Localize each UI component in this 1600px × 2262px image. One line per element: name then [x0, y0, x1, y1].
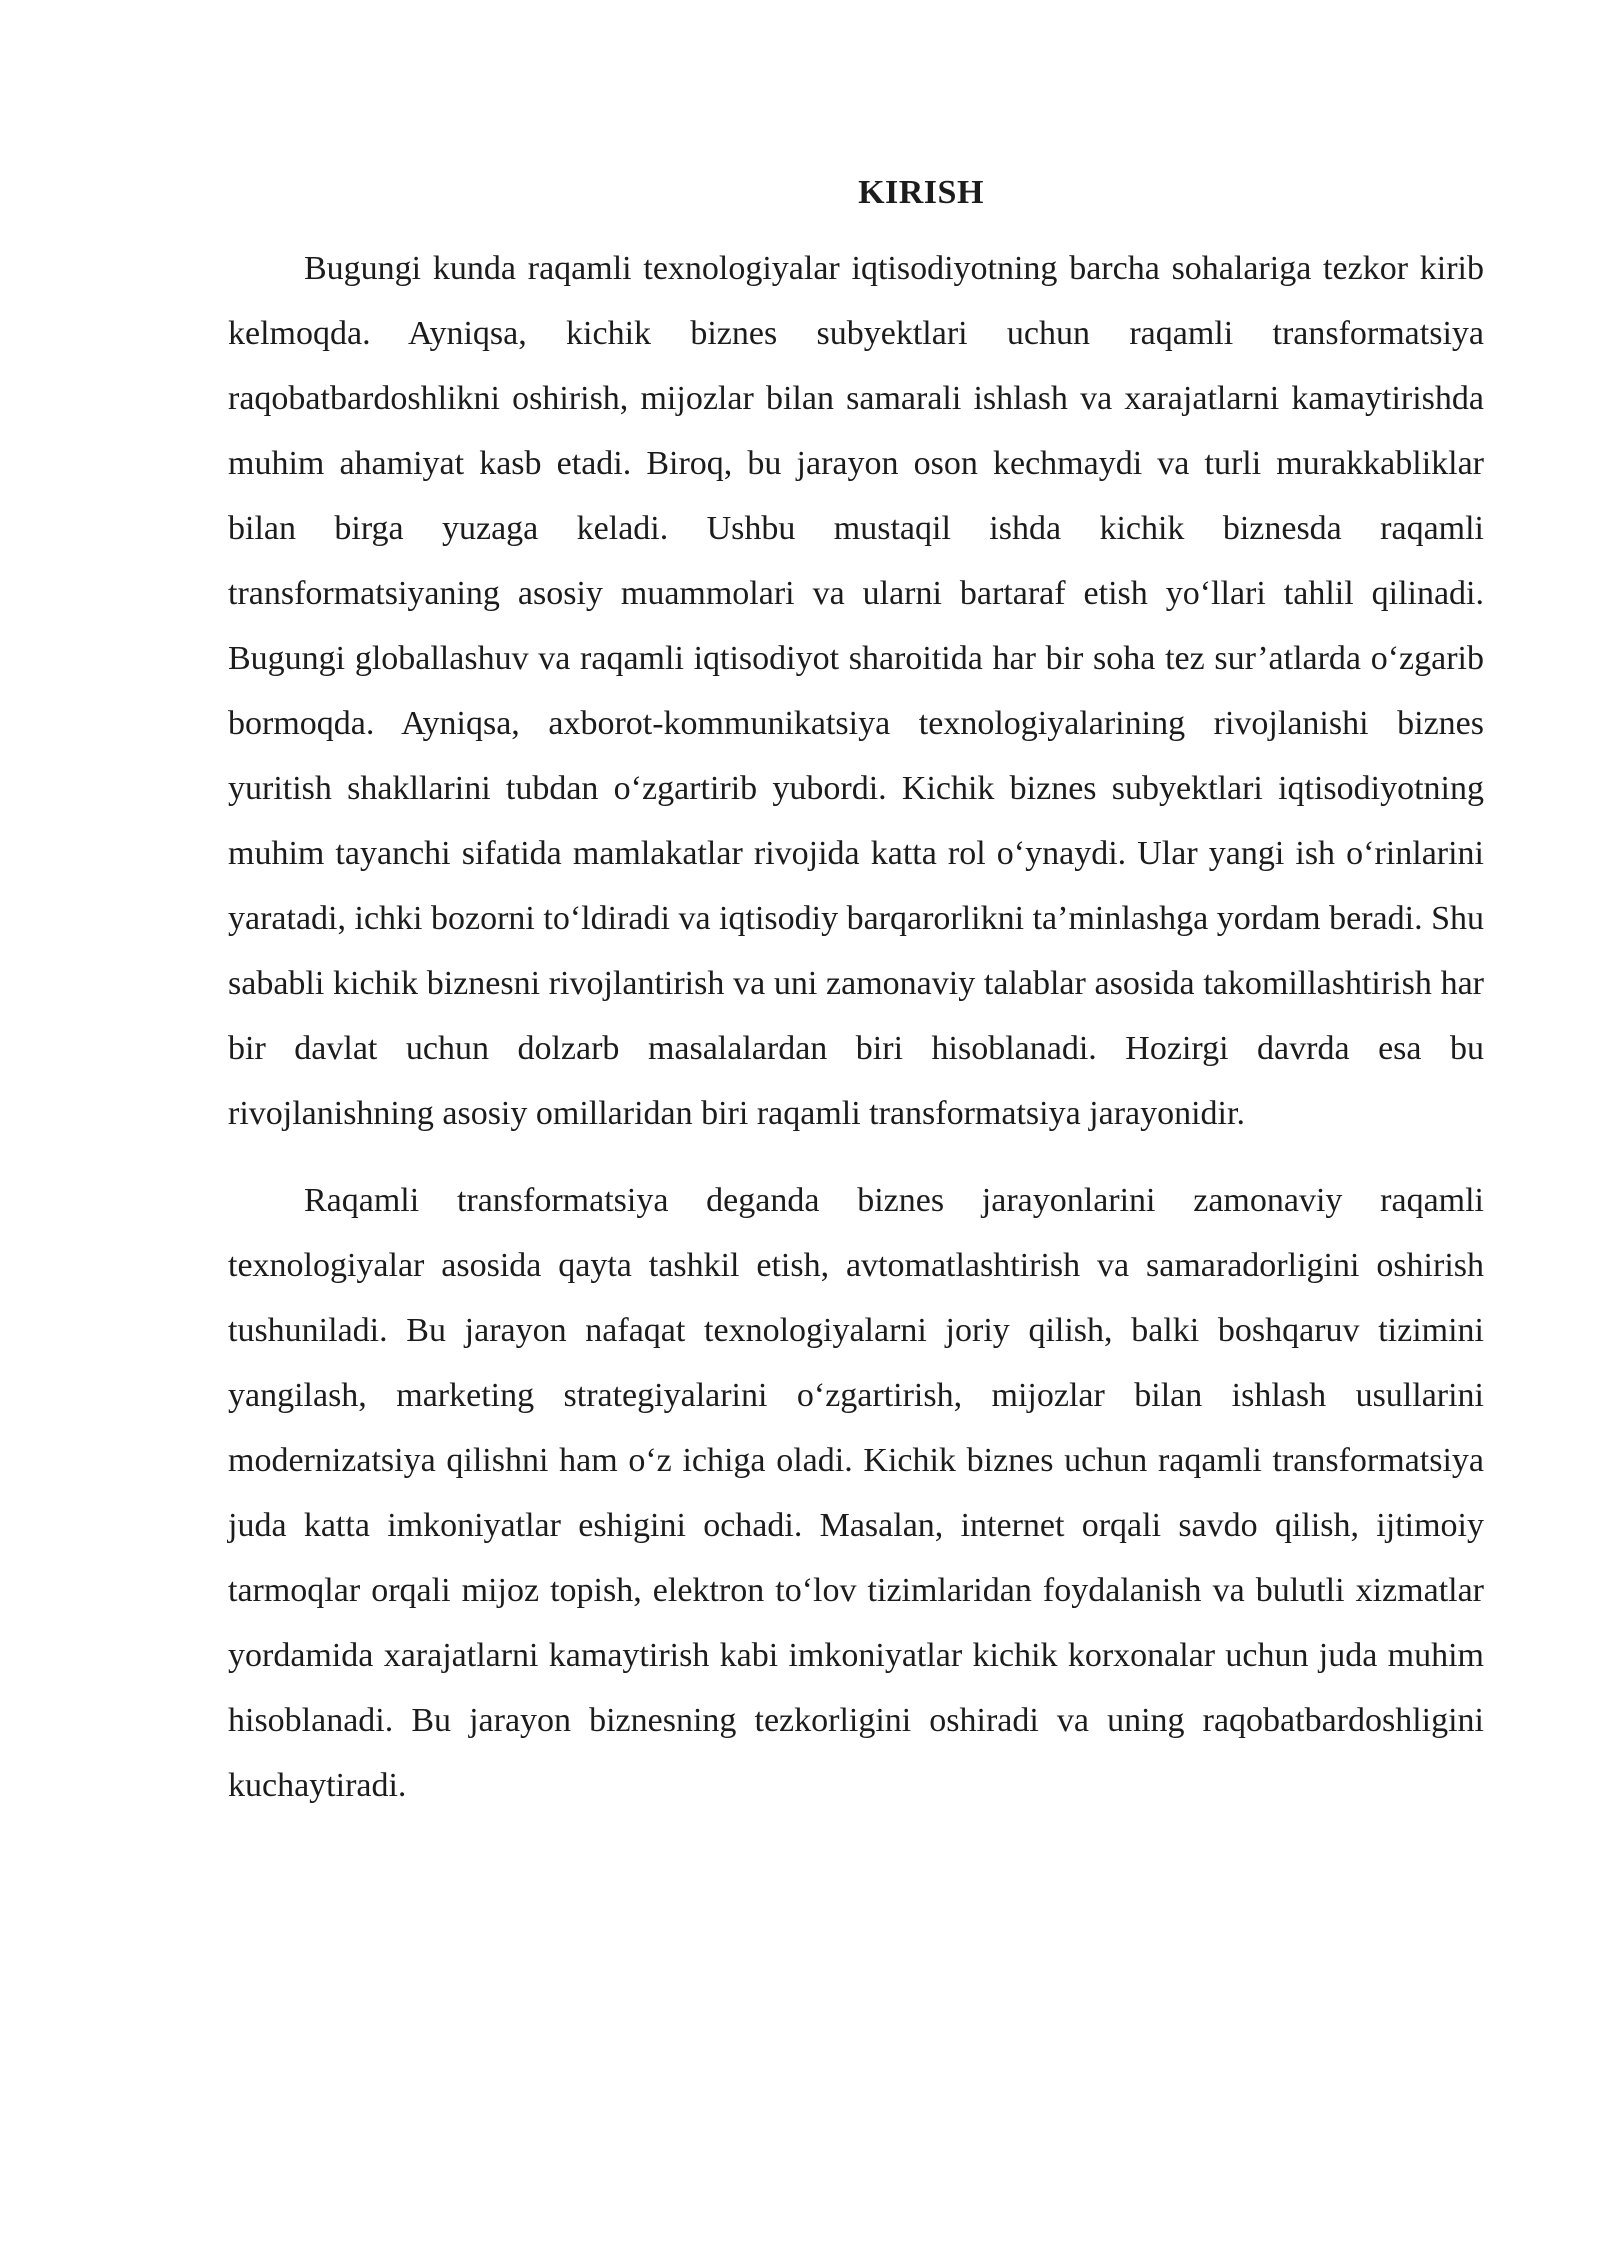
paragraph-2: Raqamli transformatsiya deganda biznes jarayonlarini zamonaviy raqamli texnologiyalar asosida qayta tashkil etish, avtomatlashtirish va samaradorligini oshirish tushuniladi. Bu jarayon nafaqat texnologiyalarni joriy qilish, balki boshqaruv tizimini yangilash, marketing strategiyalarini o‘zgartirish, mijozlar bilan ishlash usullarini modernizatsiya qilishni ham o‘z ichiga oladi. Kichik biznes uchun raqamli transformatsiya juda katta imkoniyatlar eshigini ochadi. Masalan, internet orqali savdo qilish, ijtimoiy tarmoqlar orqali mijoz topish, elektron to‘lov tizimlaridan foydalanish va bulutli xizmatlar yordamida xarajatlarni kamaytirish kabi imkoniyatlar kichik korxonalar uchun juda muhim hisoblanadi. Bu jarayon biznesning tezkorligini oshiradi va uning raqobatbardoshligini kuchaytiradi. — [228, 1182, 1484, 1804]
paragraph-1: Bugungi kunda raqamli texnologiyalar iqtisodiyotning barcha sohalariga tezkor kirib kelmoqda. Ayniqsa, kichik biznes subyektlari uchun raqamli transformatsiya raqobatbardoshlikni oshirish, mijozlar bilan samarali ishlash va xarajatlarni kamaytirishda muhim ahamiyat kasb etadi. Biroq, bu jarayon oson kechmaydi va turli murakkabliklar bilan birga yuzaga keladi. Ushbu mustaqil ishda kichik biznesda raqamli transformatsiyaning asosiy muammolari va ularni bartaraf etish yo‘llari tahlil qilinadi. Bugungi globallashuv va raqamli iqtisodiyot sharoitida har bir soha tez sur’atlarda o‘zgarib bormoqda. Ayniqsa, axborot-kommunikatsiya texnologiyalarining rivojlanishi biznes yuritish shakllarini tubdan o‘zgartirib yubordi. Kichik biznes subyektlari iqtisodiyotning muhim tayanchi sifatida mamlakatlar rivojida katta rol o‘ynaydi. Ular yangi ish o‘rinlarini yaratadi, ichki bozorni to‘ldiradi va iqtisodiy barqarorlikni ta’minlashga yordam beradi. Shu sababli kichik biznesni rivojlantirish va uni zamonaviy talablar asosida takomillashtirish har bir davlat uchun dolzarb masalalardan biri hisoblanadi. Hozirgi davrda esa bu rivojlanishning asosiy omillaridan biri raqamli transformatsiya jarayonidir. — [228, 250, 1484, 1132]
section-title: KIRISH — [858, 174, 984, 211]
document-body — [228, 168, 1484, 1818]
